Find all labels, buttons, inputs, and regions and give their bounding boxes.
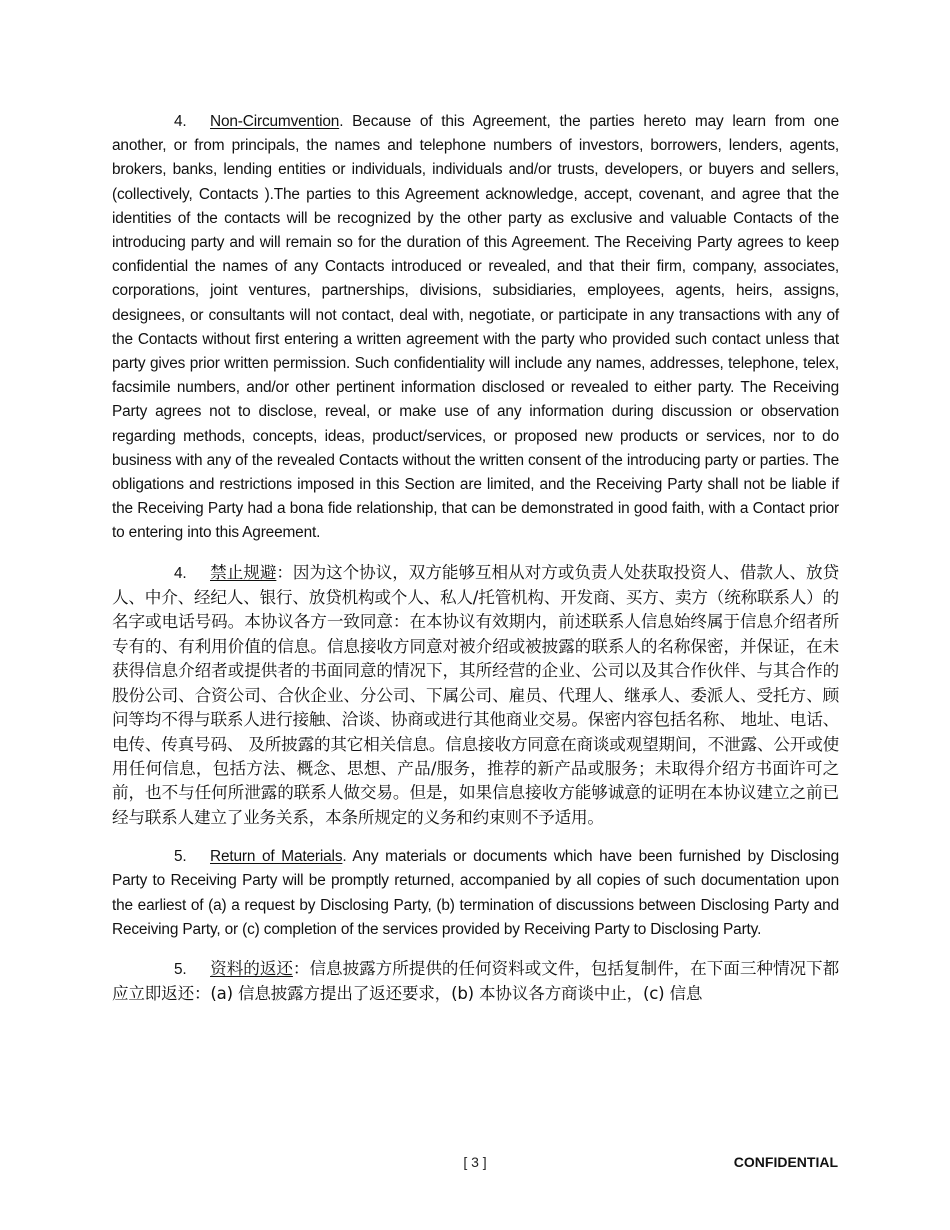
section-5-english: [112, 845, 839, 942]
section-5-chinese: [112, 957, 839, 1007]
section-heading: 资料的返还: [210, 958, 293, 978]
section-body: ：因为这个协议，双方能够互相从对方或负责人处获取投资人、借款人、放贷人、中介、经纪人、银行、放贷机构或个人、私人/托管机构、开发商、买方、卖方（统称联系人）的名字或电话号码。本协议各方一致同意：在本协议有效期内，前述联系人信息始终属于信息介绍者所专有的、有利用价值的信息。信息接收方同意对被介绍或被披露的联系人的名称保密，并保证，在未获得信息介绍者或提供者的书面同意的情况下，其所经营的企业、公司以及其合作伙伴、与其合作的股份公司、合资公司、合伙企业、分公司、下属公司、雇员、代理人、继承人、委派人、受托方、顾问等均不得与联系人进行接触、洽谈、协商或进行其他商业交易。保密内容包括名称、 地址、电话、电传、传真号码、 及所披露的其它相关信息。信息接收方同意在商谈或观望期间，不泄露、公开或使用任何信息，包括方法、概念、思想、产品/服务，推荐的新产品或服务；未取得介绍方书面许可之前，也不与任何所泄露的联系人做交易。但是，如果信息接收方能够诚意的证明在本协议建立之前已经与联系人建立了业务关系，本条所规定的义务和约束则不予适用。: [112, 562, 839, 827]
section-body: . Any materials or documents which have been furnished by Disclosing Party to Receiving Party will be promptly returned, accompanied by all copies of such documentation upon the earliest of (a) a request by Disclosing Party, (b) termination of discussions between Disclosing Party and Receiving Party, or (c) completion of the services provided by Receiving Party to Disclosing Party.: [112, 848, 839, 938]
section-number: 5.: [174, 960, 187, 978]
section-number: 5.: [174, 848, 187, 866]
section-body: ：信息披露方所提供的任何资料或文件，包括复制件，在下面三种情况下都应立即返还：(a) 信息披露方提出了返还要求，(b) 本协议各方商谈中止，(c) 信息: [112, 958, 839, 1004]
section-heading: Return of Materials: [210, 848, 343, 866]
confidential-label: CONFIDENTIAL: [733, 1154, 838, 1170]
section-number: 4.: [174, 564, 187, 582]
document-page: [112, 110, 839, 1007]
section-heading: Non-Circumvention: [210, 113, 340, 130]
page-number: [ 3 ]: [463, 1154, 487, 1170]
section-heading: 禁止规避: [210, 562, 277, 582]
section-number: 4.: [174, 113, 187, 130]
section-4-chinese: [112, 561, 839, 830]
section-body: . Because of this Agreement, the parties hereto may learn from one another, or from principals, the names and telephone numbers of investors, borrowers, lenders, agents, brokers, banks, lending entities or individuals, individuals and/or trusts, developers, or buyers and sellers, (collectively, Contacts ).The parties to this Agreement acknowledge, accept, covenant, and agree that the identities of the contacts will be recognized by the other party as exclusive and valuable Contacts of the introducing party and will remain so for the duration of this Agreement. The Receiving Party agrees to keep confidential the names of any Contacts introduced or revealed, and that their firm, company, associates, corporations, joint ventures, partnerships, divisions, subsidiaries, employees, agents, heirs, assigns, designees, or consultants will not contact, deal with, negotiate, or participate in any transactions with any of the Contacts without first entering a written agreement with the party who provided such contact unless that party gives prior written permission. Such confidentiality will include any names, addresses, telephone, telex, facsimile numbers, and/or other pertinent information disclosed or revealed to either party. The Receiving Party agrees not to disclose, reveal, or make use of any information during discussion or observation regarding methods, concepts, ideas, product/services, or proposed new products or services, nor to do business with any of the revealed Contacts without the written consent of the introducing party or parties. The obligations and restrictions imposed in this Section are limited, and the Receiving Party shall not be liable if the Receiving Party had a bona fide relationship, that can be demonstrated in good faith, with a Contact prior to entering into this Agreement.: [112, 113, 839, 542]
section-4-english: [112, 110, 839, 546]
